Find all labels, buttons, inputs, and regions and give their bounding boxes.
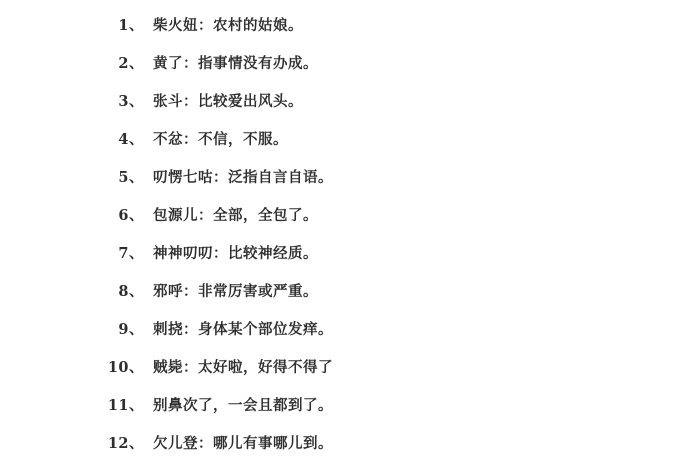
list-item	[96, 14, 660, 52]
item-separator: ：	[183, 131, 198, 148]
item-number: 10、	[107, 359, 144, 376]
item-term: 张斗	[153, 93, 183, 110]
item-definition: 身体某个部位发痒。	[198, 321, 333, 338]
item-number: 1、	[118, 17, 144, 34]
list-item	[96, 204, 660, 242]
item-separator: ，	[213, 397, 228, 414]
list-item	[96, 52, 660, 90]
item-definition: 太好啦，好得不得了	[198, 359, 333, 376]
item-definition: 不信，不服。	[198, 131, 288, 148]
item-definition: 指事情没有办成。	[198, 55, 318, 72]
item-term: 不忿	[153, 131, 183, 148]
item-separator: ：	[213, 245, 228, 262]
list-item	[96, 242, 660, 280]
item-number: 8、	[118, 283, 144, 300]
item-number: 11、	[107, 397, 144, 414]
item-definition: 全部，全包了。	[213, 207, 318, 224]
item-number: 12、	[107, 435, 144, 452]
item-definition: 泛指自言自语。	[228, 169, 333, 186]
list-item	[96, 280, 660, 318]
item-term: 神神叨叨	[153, 245, 213, 262]
list-item	[96, 432, 660, 470]
item-definition: 农村的姑娘。	[213, 17, 303, 34]
dialect-term-list	[96, 14, 660, 470]
item-number: 3、	[118, 93, 144, 110]
item-term: 包源儿	[153, 207, 198, 224]
item-definition: 非常厉害或严重。	[198, 283, 318, 300]
item-separator: ：	[198, 435, 213, 452]
item-separator: ：	[183, 93, 198, 110]
item-term: 别鼻次了	[153, 397, 213, 414]
item-separator: ：	[198, 17, 213, 34]
list-item	[96, 90, 660, 128]
list-item	[96, 128, 660, 166]
item-number: 6、	[118, 207, 144, 224]
item-number: 4、	[118, 131, 144, 148]
item-separator: ：	[198, 207, 213, 224]
item-term: 邪呼	[153, 283, 183, 300]
list-item	[96, 394, 660, 432]
item-separator: ：	[183, 283, 198, 300]
item-term: 叨愣七咕	[153, 169, 213, 186]
item-number: 2、	[118, 55, 144, 72]
list-item	[96, 356, 660, 394]
item-definition: 哪儿有事哪儿到。	[213, 435, 333, 452]
item-separator: ：	[183, 359, 198, 376]
list-item	[96, 318, 660, 356]
item-number: 7、	[118, 245, 144, 262]
item-definition: 一会且都到了。	[228, 397, 333, 414]
item-separator: ：	[213, 169, 228, 186]
item-term: 刺挠	[153, 321, 183, 338]
item-number: 9、	[118, 321, 144, 338]
item-definition: 比较神经质。	[228, 245, 318, 262]
item-term: 黄了	[153, 55, 183, 72]
item-term: 贼毙	[153, 359, 183, 376]
item-term: 欠儿登	[153, 435, 198, 452]
list-item	[96, 166, 660, 204]
item-separator: ：	[183, 55, 198, 72]
item-separator: ：	[183, 321, 198, 338]
item-term: 柴火妞	[153, 17, 198, 34]
item-definition: 比较爱出风头。	[198, 93, 303, 110]
item-number: 5、	[118, 169, 144, 186]
